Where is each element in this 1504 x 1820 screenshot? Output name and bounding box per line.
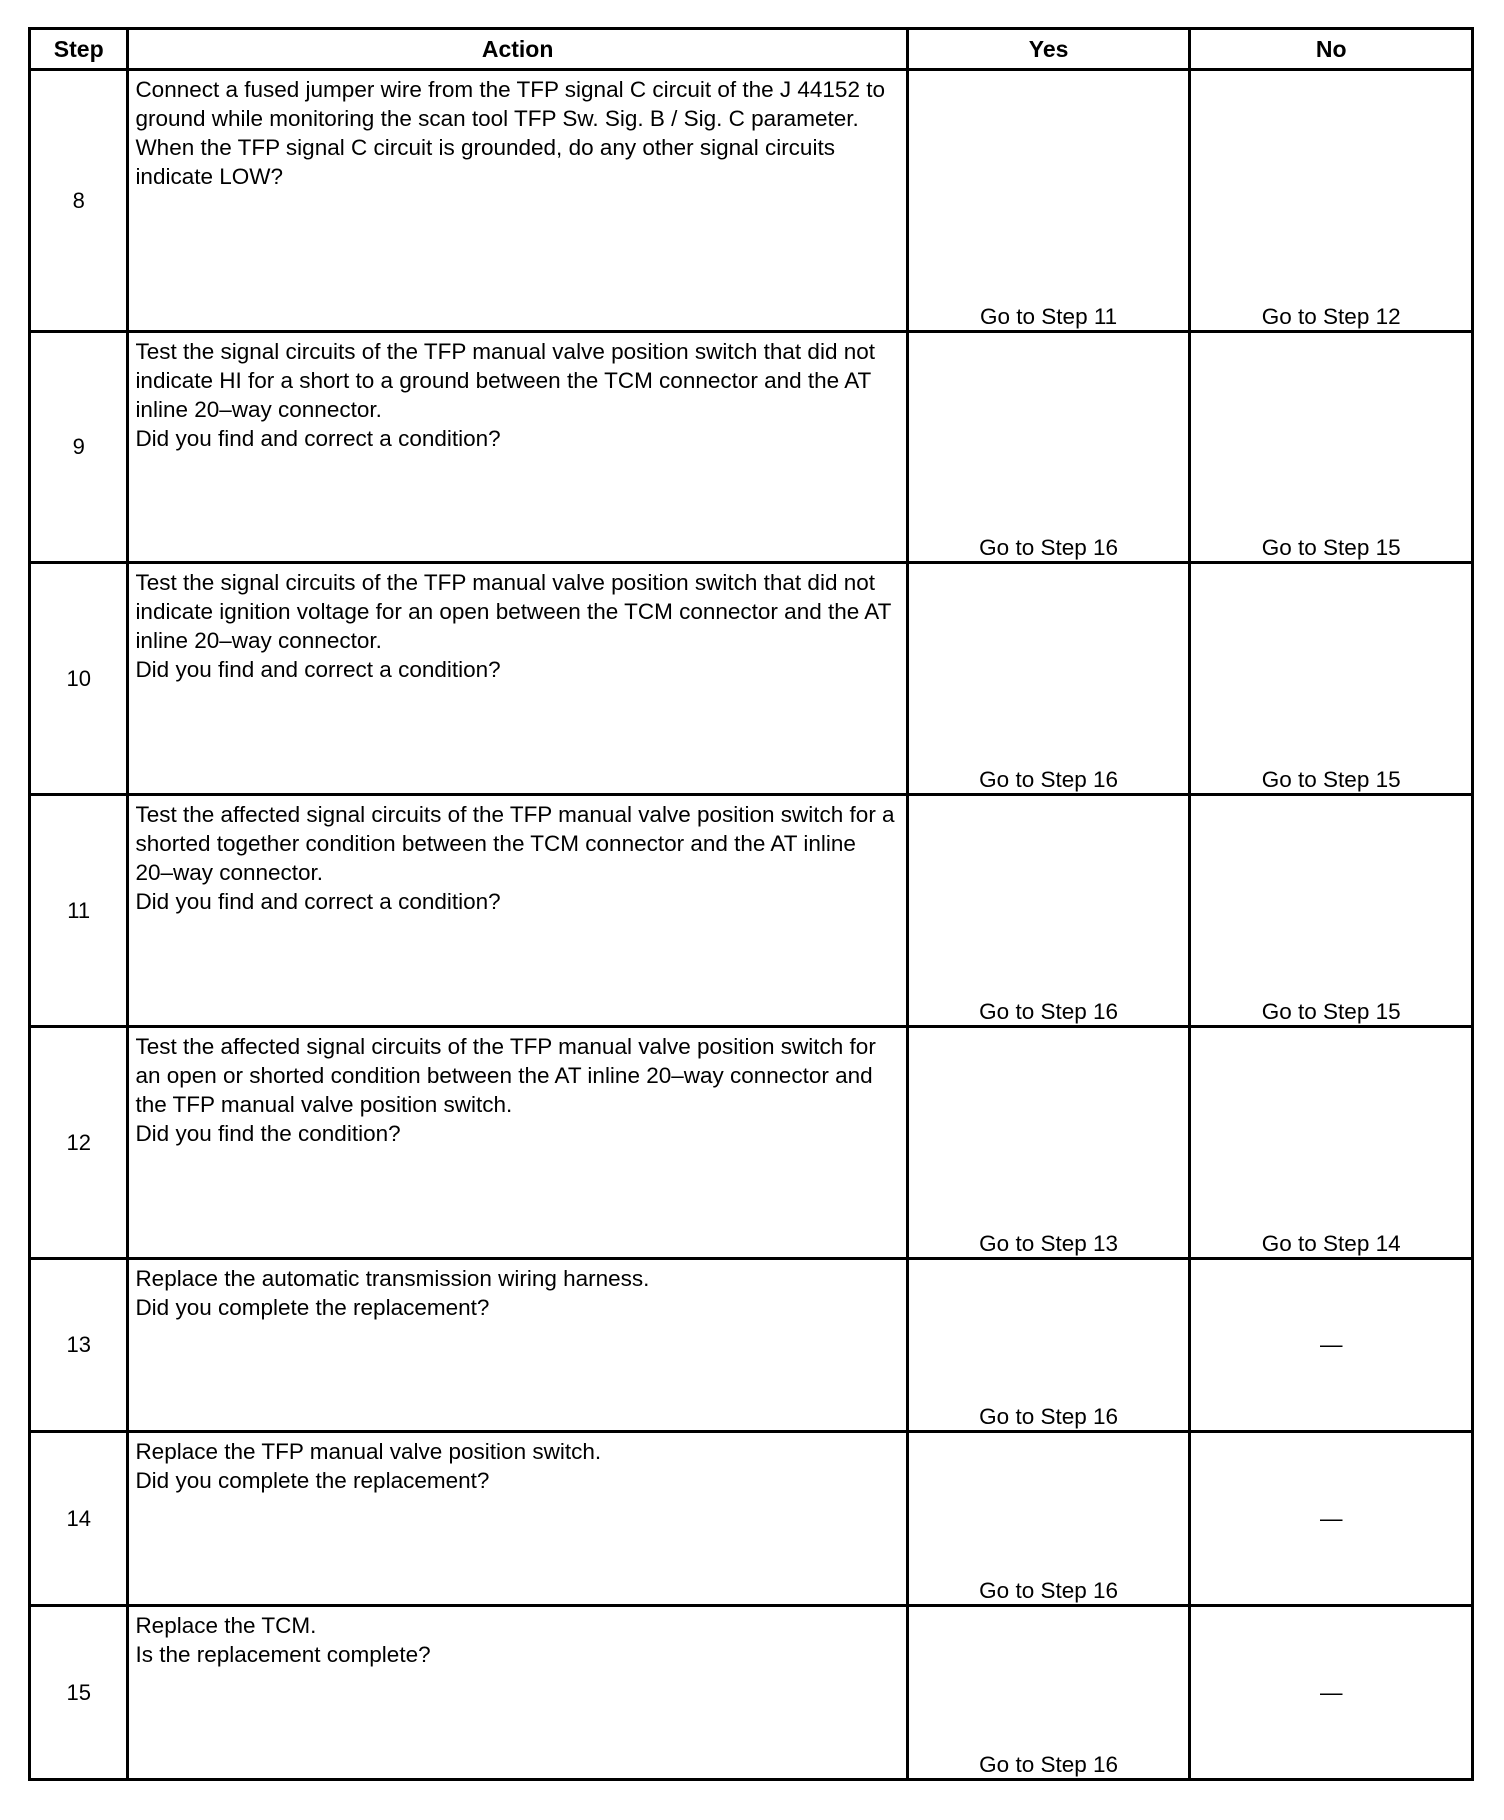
step-number: 15 xyxy=(30,1606,128,1780)
action-question: When the TFP signal C circuit is grounded, do any other signal circuits indicate LOW? xyxy=(135,135,835,189)
yes-result: Go to Step 13 xyxy=(907,1027,1190,1259)
table-row-step-13 xyxy=(30,1259,1473,1432)
step-number: 8 xyxy=(30,70,128,332)
action-cell xyxy=(128,1432,907,1606)
no-result: Go to Step 12 xyxy=(1190,70,1473,332)
table-row-step-15 xyxy=(30,1606,1473,1780)
table-row-step-9 xyxy=(30,332,1473,563)
yes-result: Go to Step 16 xyxy=(907,563,1190,795)
table-row-step-14 xyxy=(30,1432,1473,1606)
table-row-step-11 xyxy=(30,795,1473,1027)
action-question: Did you find the condition? xyxy=(135,1121,401,1146)
action-question: Did you find and correct a condition? xyxy=(135,889,501,914)
step-number: 11 xyxy=(30,795,128,1027)
action-cell xyxy=(128,795,907,1027)
action-question: Is the replacement complete? xyxy=(135,1642,431,1667)
action-instruction: Replace the automatic transmission wiring harness. xyxy=(135,1266,650,1291)
step-number: 13 xyxy=(30,1259,128,1432)
header-action: Action xyxy=(128,29,907,70)
action-question: Did you find and correct a condition? xyxy=(135,426,501,451)
action-cell xyxy=(128,70,907,332)
step-number: 10 xyxy=(30,563,128,795)
no-result: Go to Step 15 xyxy=(1190,795,1473,1027)
action-instruction: Test the signal circuits of the TFP manual valve position switch that did not indicate HI for a short to a ground between the TCM connector and the AT inline 20–way connector. xyxy=(135,339,875,422)
action-question: Did you find and correct a condition? xyxy=(135,657,501,682)
no-result: — xyxy=(1190,1259,1473,1432)
yes-result: Go to Step 16 xyxy=(907,1606,1190,1780)
action-instruction: Test the signal circuits of the TFP manual valve position switch that did not indicate ignition voltage for an open between the TCM connector and the AT inline 20–way connector. xyxy=(135,570,891,653)
no-result: Go to Step 14 xyxy=(1190,1027,1473,1259)
action-question: Did you complete the replacement? xyxy=(135,1468,490,1493)
action-instruction: Test the affected signal circuits of the TFP manual valve position switch for an open or shorted condition between the AT inline 20–way connector and the TFP manual valve position switch. xyxy=(135,1034,876,1117)
table-row-step-8 xyxy=(30,70,1473,332)
action-question: Did you complete the replacement? xyxy=(135,1295,490,1320)
action-instruction: Replace the TFP manual valve position switch. xyxy=(135,1439,602,1464)
table-row-step-12 xyxy=(30,1027,1473,1259)
action-cell xyxy=(128,332,907,563)
no-result: — xyxy=(1190,1432,1473,1606)
action-cell xyxy=(128,1259,907,1432)
header-step: Step xyxy=(30,29,128,70)
step-number: 12 xyxy=(30,1027,128,1259)
table-row-step-10 xyxy=(30,563,1473,795)
no-result: Go to Step 15 xyxy=(1190,563,1473,795)
yes-result: Go to Step 16 xyxy=(907,332,1190,563)
action-instruction: Connect a fused jumper wire from the TFP signal C circuit of the J 44152 to ground while monitoring the scan tool TFP Sw. Sig. B / Sig. C parameter. xyxy=(135,77,885,131)
step-number: 14 xyxy=(30,1432,128,1606)
no-result: Go to Step 15 xyxy=(1190,332,1473,563)
action-cell xyxy=(128,563,907,795)
yes-result: Go to Step 16 xyxy=(907,795,1190,1027)
header-no: No xyxy=(1190,29,1473,70)
yes-result: Go to Step 16 xyxy=(907,1432,1190,1606)
header-row xyxy=(30,29,1473,70)
no-result: — xyxy=(1190,1606,1473,1780)
action-cell xyxy=(128,1027,907,1259)
yes-result: Go to Step 16 xyxy=(907,1259,1190,1432)
diagnostic-table xyxy=(28,27,1474,1781)
action-cell xyxy=(128,1606,907,1780)
action-instruction: Replace the TCM. xyxy=(135,1613,317,1638)
action-instruction: Test the affected signal circuits of the TFP manual valve position switch for a shorted together condition between the TCM connector and the AT inline 20–way connector. xyxy=(135,802,895,885)
yes-result: Go to Step 11 xyxy=(907,70,1190,332)
header-yes: Yes xyxy=(907,29,1190,70)
step-number: 9 xyxy=(30,332,128,563)
